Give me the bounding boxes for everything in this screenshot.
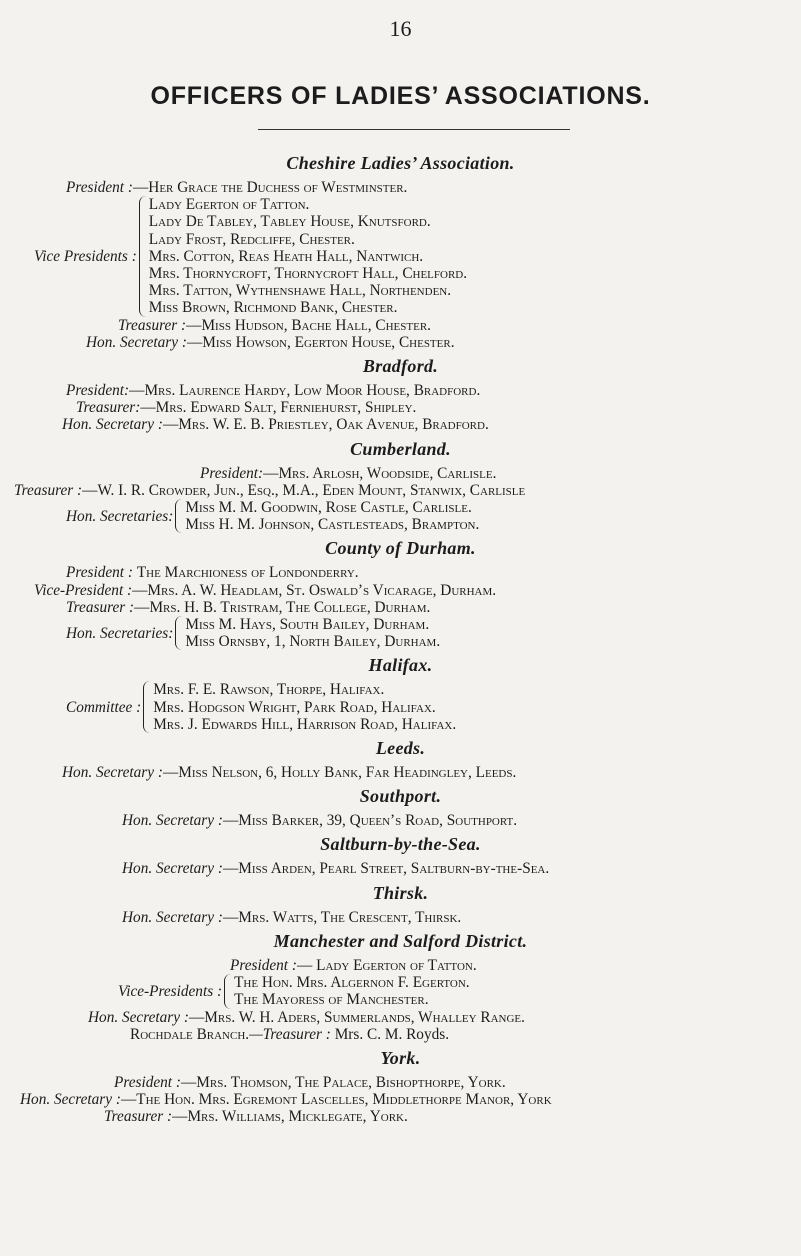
cheshire-secretary-line bbox=[0, 334, 801, 351]
cheshire-president: —Her Grace the Duchess of Westminster. bbox=[132, 179, 408, 196]
label-treasurer: Treasurer : bbox=[118, 316, 187, 334]
brace bbox=[175, 499, 182, 533]
list-item: Mrs. J. Edwards Hill, Harrison Road, Halifax. bbox=[153, 715, 457, 733]
document-body bbox=[0, 148, 801, 1126]
label-hon-secretary: Hon. Secretary : bbox=[62, 764, 163, 782]
cheshire-president-line bbox=[0, 179, 801, 196]
section-saltburn bbox=[0, 833, 801, 877]
section-heading-bradford: Bradford. bbox=[362, 356, 439, 377]
list-item: Miss M. M. Goodwin, Rose Castle, Carlisle. bbox=[185, 499, 472, 517]
list-item: Mrs. Hodgson Wright, Park Road, Halifax. bbox=[153, 698, 436, 716]
list-item: Miss Brown, Richmond Bank, Chester. bbox=[148, 299, 398, 317]
brace bbox=[143, 681, 150, 733]
durham-treasurer: —Mrs. H. B. Tristram, The College, Durham. bbox=[134, 598, 431, 616]
label-hon-secretary: Hon. Secretary : bbox=[88, 1008, 189, 1026]
list-item: Miss H. M. Johnson, Castlesteads, Brampton. bbox=[185, 516, 480, 534]
section-york bbox=[0, 1047, 801, 1126]
page-number: 16 bbox=[389, 16, 412, 41]
saltburn-secretary: —Miss Arden, Pearl Street, Saltburn-by-the-Sea. bbox=[222, 860, 550, 878]
cheshire-treasurer-line bbox=[0, 317, 801, 334]
label-committee: Committee : bbox=[66, 698, 142, 716]
list-item: Mrs. F. E. Rawson, Thorpe, Halifax. bbox=[153, 681, 385, 699]
label-treasurer: Treasurer: bbox=[76, 399, 141, 417]
section-durham bbox=[0, 537, 801, 650]
secretary-list bbox=[185, 616, 440, 650]
section-heading-cheshire: Cheshire Ladies’ Association. bbox=[286, 153, 515, 173]
section-cheshire bbox=[0, 152, 801, 351]
durham-secretaries bbox=[0, 616, 801, 650]
label-vice-president: Vice-President : bbox=[34, 581, 133, 599]
rochdale-branch-line bbox=[0, 1026, 801, 1043]
list-item: Lady De Tabley, Tabley House, Knutsford. bbox=[148, 213, 431, 231]
section-heading-southport: Southport. bbox=[359, 786, 442, 807]
manchester-secretary-line bbox=[0, 1009, 801, 1026]
list-item: Mrs. Thornycroft, Thornycroft Hall, Chelford. bbox=[148, 265, 468, 283]
section-heading-halifax: Halifax. bbox=[368, 655, 433, 676]
section-halifax bbox=[0, 654, 801, 733]
section-heading-thirsk: Thirsk. bbox=[372, 882, 429, 903]
cumberland-treasurer: —W. I. R. Crowder, Jun., Esq., M.A., Eden Mount, Stanwix, Carlisle bbox=[82, 481, 526, 499]
thirsk-secretary-line bbox=[0, 909, 801, 926]
label-hon-secretary: Hon. Secretary : bbox=[122, 860, 223, 878]
section-heading-york: York. bbox=[380, 1047, 421, 1068]
label-president: President : bbox=[114, 1073, 181, 1091]
label-president: President: bbox=[200, 464, 264, 482]
page-title: OFFICERS OF LADIES’ ASSOCIATIONS. bbox=[150, 82, 651, 110]
bradford-treasurer: —Mrs. Edward Salt, Ferniehurst, Shipley. bbox=[140, 399, 417, 417]
southport-secretary-line bbox=[0, 812, 801, 829]
label-president: President : bbox=[230, 956, 297, 974]
section-heading-leeds: Leeds. bbox=[375, 738, 426, 759]
durham-vice-president: —Mrs. A. W. Headlam, St. Oswald’s Vicarage, Durham. bbox=[132, 581, 497, 599]
label-president: President : bbox=[66, 564, 133, 582]
leeds-secretary: —Miss Nelson, 6, Holly Bank, Far Headingley, Leeds. bbox=[162, 764, 517, 782]
halifax-committee bbox=[0, 681, 801, 733]
list-item: Miss Ornsby, 1, North Bailey, Durham. bbox=[185, 633, 441, 651]
bradford-president: —Mrs. Laurence Hardy, Low Moor House, Bradford. bbox=[129, 382, 481, 400]
label-treasurer: Treasurer : bbox=[66, 598, 135, 616]
manchester-president: — Lady Egerton of Tatton. bbox=[296, 956, 477, 974]
rochdale-branch-label: Rochdale Branch. bbox=[130, 1025, 250, 1043]
list-item: The Mayoress of Manchester. bbox=[234, 991, 429, 1009]
label-vice-presidents: Vice Presidents : bbox=[34, 247, 137, 265]
section-manchester bbox=[0, 930, 801, 1043]
list-item: Mrs. Tatton, Wythenshawe Hall, Northenden. bbox=[148, 282, 452, 300]
list-item: Mrs. Cotton, Reas Heath Hall, Nantwich. bbox=[148, 247, 424, 265]
list-item: Lady Frost, Redcliffe, Chester. bbox=[148, 230, 355, 248]
section-bradford bbox=[0, 355, 801, 434]
cheshire-secretary: —Miss Howson, Egerton House, Chester. bbox=[186, 333, 455, 351]
cumberland-secretaries bbox=[0, 499, 801, 533]
southport-secretary: —Miss Barker, 39, Queen’s Road, Southport. bbox=[222, 812, 518, 830]
brace bbox=[224, 974, 231, 1008]
thirsk-secretary: —Mrs. Watts, The Crescent, Thirsk. bbox=[222, 908, 462, 926]
committee-list bbox=[153, 681, 456, 733]
bradford-secretary-line bbox=[0, 416, 801, 433]
label-hon-secretary: Hon. Secretary : bbox=[62, 416, 163, 434]
list-item: The Hon. Mrs. Algernon F. Egerton. bbox=[234, 974, 470, 992]
durham-vice-president-line bbox=[0, 582, 801, 599]
cheshire-treasurer: —Miss Hudson, Bache Hall, Chester. bbox=[186, 316, 431, 334]
label-president: President : bbox=[66, 179, 133, 196]
york-president: —Mrs. Thomson, The Palace, Bishopthorpe, York. bbox=[180, 1073, 506, 1091]
durham-treasurer-line bbox=[0, 599, 801, 616]
brace bbox=[139, 196, 146, 316]
secretary-list bbox=[185, 499, 479, 533]
label-hon-secretary: Hon. Secretary : bbox=[122, 812, 223, 830]
vice-president-list bbox=[234, 974, 470, 1008]
title-rule bbox=[258, 129, 570, 130]
york-secretary-line bbox=[0, 1091, 801, 1108]
label-hon-secretary: Hon. Secretary : bbox=[20, 1091, 121, 1109]
section-heading-durham: County of Durham. bbox=[325, 538, 476, 559]
cumberland-president: —Mrs. Arlosh, Woodside, Carlisle. bbox=[263, 464, 497, 482]
bradford-secretary: —Mrs. W. E. B. Priestley, Oak Avenue, Bradford. bbox=[162, 416, 489, 434]
cumberland-president-line bbox=[0, 465, 801, 482]
section-heading-saltburn: Saltburn-by-the-Sea. bbox=[320, 834, 481, 855]
vice-president-list bbox=[149, 196, 467, 316]
label-treasurer: Treasurer : bbox=[14, 481, 83, 499]
manchester-president-line bbox=[0, 957, 801, 974]
cheshire-vice-presidents bbox=[0, 196, 801, 316]
list-item: Miss M. Hays, South Bailey, Durham. bbox=[185, 616, 430, 634]
section-southport bbox=[0, 785, 801, 829]
leeds-secretary-line bbox=[0, 764, 801, 781]
label-president: President: bbox=[66, 382, 130, 400]
saltburn-secretary-line bbox=[0, 860, 801, 877]
label-hon-secretaries: Hon. Secretaries: bbox=[66, 624, 174, 642]
section-cumberland bbox=[0, 438, 801, 534]
brace bbox=[175, 616, 182, 650]
york-treasurer: —Mrs. Williams, Micklegate, York. bbox=[172, 1108, 408, 1126]
rochdale-treasurer: Mrs. C. M. Royds. bbox=[330, 1025, 450, 1043]
durham-president-line bbox=[0, 564, 801, 581]
label-hon-secretaries: Hon. Secretaries: bbox=[66, 507, 174, 525]
label-vice-presidents: Vice-Presidents : bbox=[118, 982, 223, 1000]
label-treasurer: Treasurer : bbox=[104, 1108, 173, 1126]
durham-president: The Marchioness of Londonderry. bbox=[136, 564, 359, 582]
york-secretary: —The Hon. Mrs. Egremont Lascelles, Middlethorpe Manor, York bbox=[120, 1091, 552, 1109]
section-heading-cumberland: Cumberland. bbox=[350, 438, 451, 459]
label-hon-secretary: Hon. Secretary : bbox=[86, 333, 187, 351]
label-hon-secretary: Hon. Secretary : bbox=[122, 908, 223, 926]
section-heading-manchester: Manchester and Salford District. bbox=[273, 930, 528, 951]
york-treasurer-line bbox=[0, 1108, 801, 1125]
section-thirsk bbox=[0, 882, 801, 926]
bradford-president-line bbox=[0, 382, 801, 399]
section-leeds bbox=[0, 737, 801, 781]
label-treasurer: —Treasurer : bbox=[249, 1025, 331, 1043]
york-president-line bbox=[0, 1074, 801, 1091]
list-item: Lady Egerton of Tatton. bbox=[148, 196, 310, 214]
bradford-treasurer-line bbox=[0, 399, 801, 416]
cumberland-treasurer-line bbox=[0, 482, 801, 499]
manchester-secretary: —Mrs. W. H. Aders, Summerlands, Whalley Range. bbox=[188, 1008, 525, 1026]
manchester-vice-presidents bbox=[0, 974, 801, 1008]
